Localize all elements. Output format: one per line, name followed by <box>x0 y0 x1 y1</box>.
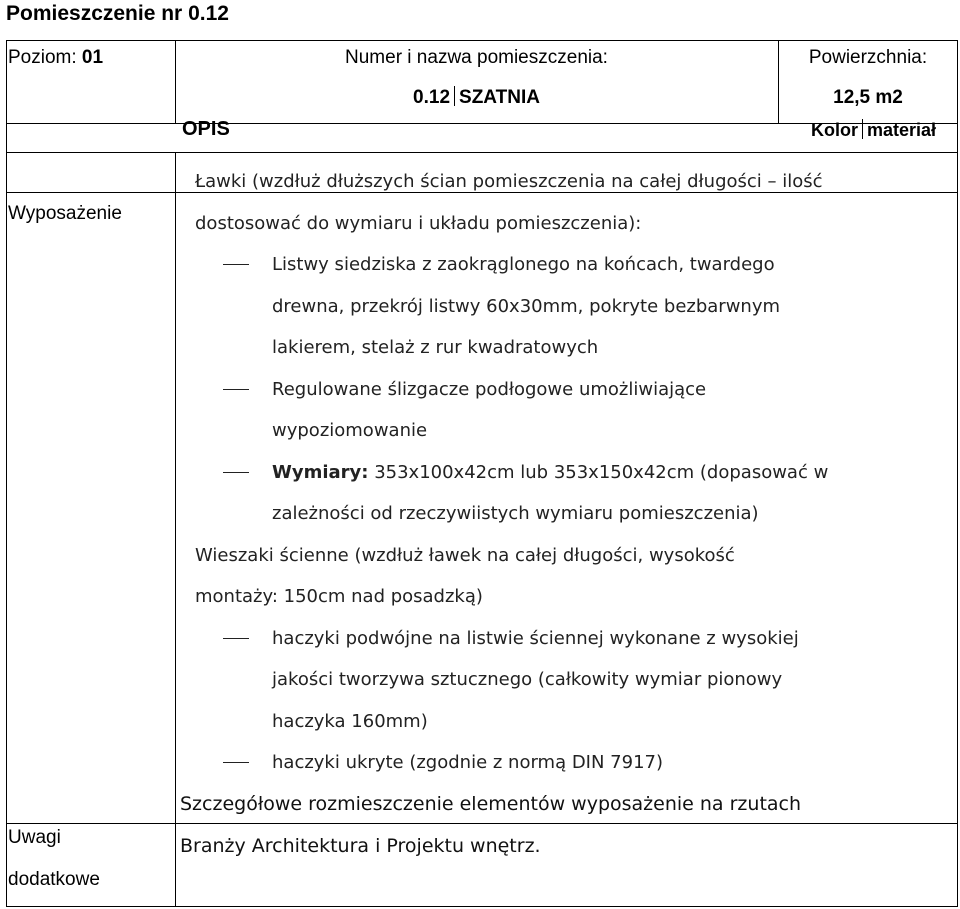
dash-bullet-icon <box>223 638 249 639</box>
list-item-continuation: haczyka 160mm) <box>272 710 428 732</box>
poziom-label: Poziom: <box>8 47 77 68</box>
paragraph-line: Branży Architektura i Projektu wnętrz. <box>180 835 541 857</box>
powierzchnia-value: 12,5 m2 <box>833 87 903 108</box>
list-item: haczyki podwójne na listwie ściennej wykonane z wysokiej <box>195 618 955 660</box>
paragraph-line: Ławki (wzdłuż dłuższych ścian pomieszczenia na całej długości – ilość <box>195 171 823 192</box>
uwagi-label: Uwagi <box>8 827 61 848</box>
list-item-continuation: jakości tworzywa sztucznego (całkowity wymiar pionowy <box>272 669 783 690</box>
list-item-continuation: drewna, przekrój listwy 60x30mm, pokryte bezbarwnym <box>272 295 781 317</box>
column-divider <box>175 152 176 907</box>
list-item: haczyki ukryte (zgodnie z normą DIN 7917) <box>195 742 955 784</box>
poziom-cell <box>8 46 103 70</box>
wyposazenie-content <box>195 161 955 784</box>
list-item: Listwy siedziska z zaokrąglonego na końcach, twardego <box>195 244 955 286</box>
separator <box>454 86 455 106</box>
uwagi-label-2: dodatkowe <box>8 869 100 890</box>
paragraph-line: dostosować do wymiaru i układu pomieszczenia): <box>195 212 642 234</box>
list-item-continuation: zależności od rzeczywiistych wymiaru pomieszczenia) <box>272 503 759 524</box>
list-item: Wymiary: 353x100x42cm lub 353x150x42cm (dopasować w <box>195 452 955 494</box>
material-label: materiał <box>866 120 936 140</box>
list-item-continuation: lakierem, stelaż z rur kwadratowych <box>272 337 599 358</box>
dash-bullet-icon <box>223 264 249 265</box>
kolor-material-header <box>811 119 936 141</box>
dash-bullet-icon <box>223 389 249 390</box>
numer-label: Numer i nazwa pomieszczenia: <box>345 47 608 68</box>
uwagi-content <box>180 783 801 867</box>
paragraph-line: montaży: 150cm nad posadzką) <box>195 586 483 607</box>
numer-value-cell <box>175 86 778 110</box>
poziom-value: 01 <box>81 47 104 68</box>
page-title: Pomieszczenie nr 0.12 <box>6 2 229 25</box>
paragraph-line: Szczegółowe rozmieszczenie elementów wyposażenie na rzutach <box>180 793 802 815</box>
paragraph-line: Wieszaki ścienne (wzdłuż ławek na całej długości, wysokość <box>195 544 735 566</box>
wyposazenie-label: Wyposażenie <box>8 203 122 224</box>
kolor-label: Kolor <box>810 120 858 140</box>
dash-bullet-icon <box>223 762 249 763</box>
list-item: Regulowane ślizgacze podłogowe umożliwiające <box>195 369 955 411</box>
room-number: 0.12 <box>413 87 451 108</box>
separator <box>862 119 863 139</box>
dash-bullet-icon <box>223 472 249 473</box>
opis-header: OPIS <box>182 118 230 140</box>
powierzchnia-label: Powierzchnia: <box>808 47 928 68</box>
list-item-continuation: wypoziomowanie <box>272 420 428 441</box>
room-name: SZATNIA <box>459 87 540 108</box>
row-divider <box>7 152 957 153</box>
bold-prefix: Wymiary: <box>272 461 369 483</box>
